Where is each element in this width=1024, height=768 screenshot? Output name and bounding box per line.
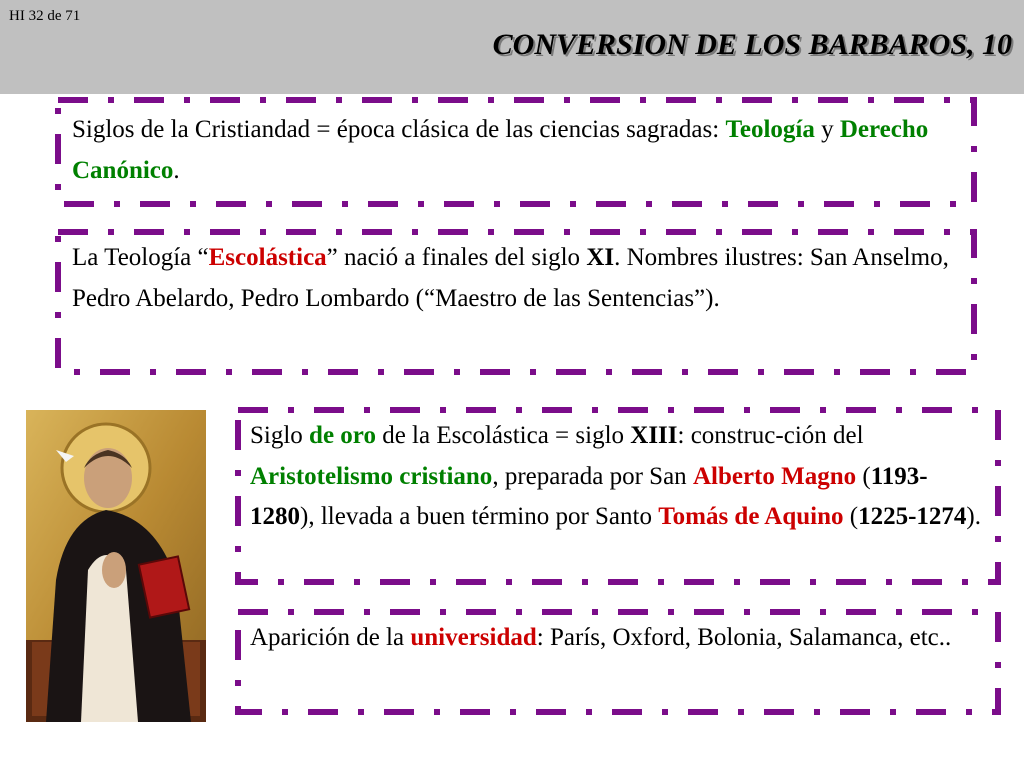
- term-derecho-canonico: Derecho Canónico: [72, 116, 929, 184]
- text-box-cristiandad: [58, 100, 974, 204]
- term-alberto-magno: Alberto Magno: [692, 462, 857, 490]
- text-box-escolastica: [58, 232, 974, 372]
- page-title: CONVERSION DE LOS BARBAROS, 10: [492, 28, 1012, 61]
- text-box-siglo-de-oro: [238, 410, 998, 582]
- box-text: Siglo de oro de la Escolástica = siglo XIII: construc-ción del Aristotelismo cristiano, preparada por San Alberto Magno (1193-1280), llevada a buen término por Santo Tomás de Aquino (1225-1274).: [250, 422, 981, 530]
- slide-counter: HI 32 de 71: [9, 8, 81, 24]
- term-xiii: XIII: [630, 422, 678, 449]
- term-universidad: universidad: [410, 624, 537, 651]
- header-bar: [0, 0, 1024, 94]
- term-de-oro: de oro: [309, 422, 376, 449]
- term-aristotelismo: Aristotelismo cristiano: [250, 462, 493, 490]
- saint-portrait-image: [26, 410, 206, 722]
- years-tomas: 1225-1274: [858, 503, 967, 530]
- term-escolastica: Escolástica: [208, 244, 327, 271]
- box-text: Siglos de la Cristiandad = época clásica de las ciencias sagradas: Teología y Derecho Canónico.: [72, 116, 929, 184]
- term-tomas-de-aquino: Tomás de Aquino: [658, 503, 844, 530]
- box-text: Aparición de la universidad: París, Oxford, Bolonia, Salamanca, etc..: [250, 624, 952, 651]
- term-xi: XI: [586, 244, 615, 271]
- text-box-universidad: [238, 612, 998, 712]
- term-teologia: Teología: [725, 116, 815, 143]
- years-alberto: 1193-1280: [250, 462, 928, 530]
- box-text: La Teología “Escolástica” nació a finales del siglo XI. Nombres ilustres: San Anselmo, Pedro Abelardo, Pedro Lombardo (“Maestro de las Sentencias”).: [72, 244, 949, 312]
